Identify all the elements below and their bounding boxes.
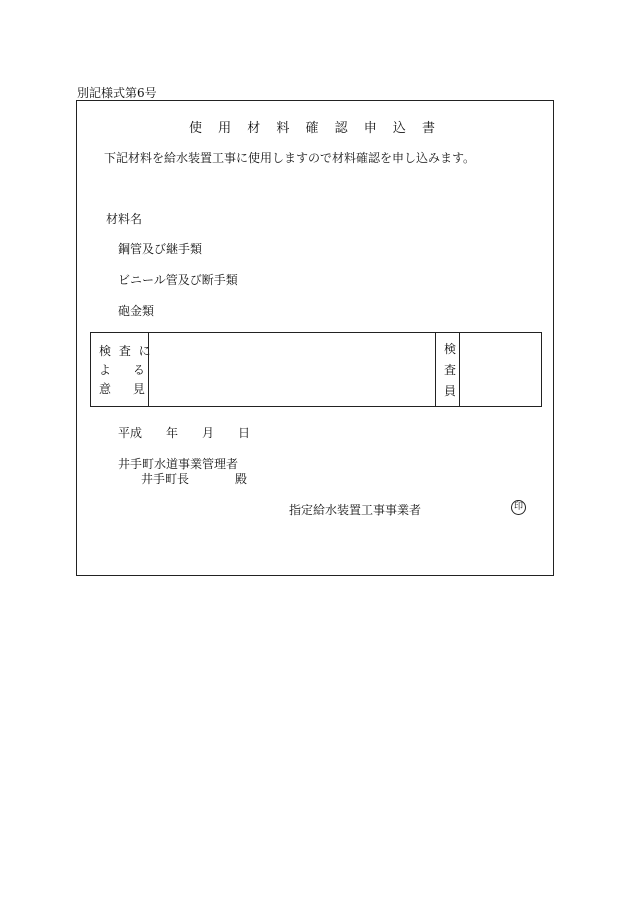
applicant-label: 指定給水装置工事事業者 [289, 503, 422, 517]
table-divider [148, 333, 149, 406]
seal-mark-icon: 印 [511, 500, 526, 515]
material-item: 鋼管及び継手類 [118, 242, 203, 256]
opinion-label-line: よ る [99, 363, 147, 377]
materials-label: 材料名 [106, 212, 143, 226]
material-item: 砲金類 [118, 304, 155, 318]
material-item: ビニール管及び断手類 [118, 273, 238, 287]
inspection-table [90, 332, 542, 407]
addressee-honorific: 殿 [235, 472, 248, 486]
intro-text: 下記材料を給水装置工事に使用しますので材料確認を申し込みます。 [104, 151, 476, 165]
inspector-label-char: 査 [443, 363, 456, 377]
inspector-label-char: 検 [443, 342, 456, 356]
date-line: 平成 年 月 日 [118, 426, 251, 440]
inspector-label [441, 339, 459, 402]
table-divider [459, 333, 460, 406]
addressee-line1: 井手町水道事業管理者 [118, 457, 239, 471]
form-number: 別記様式第6号 [77, 86, 157, 100]
opinion-label-line: 検 査 に [99, 344, 153, 358]
form-title: 使 用 材 料 確 認 申 込 書 [188, 121, 442, 136]
inspector-label-char: 員 [443, 384, 456, 398]
addressee-line2: 井手町長 [141, 472, 190, 486]
opinion-label-line: 意 見 [99, 382, 147, 396]
table-divider [435, 333, 436, 406]
opinion-label [99, 342, 153, 399]
